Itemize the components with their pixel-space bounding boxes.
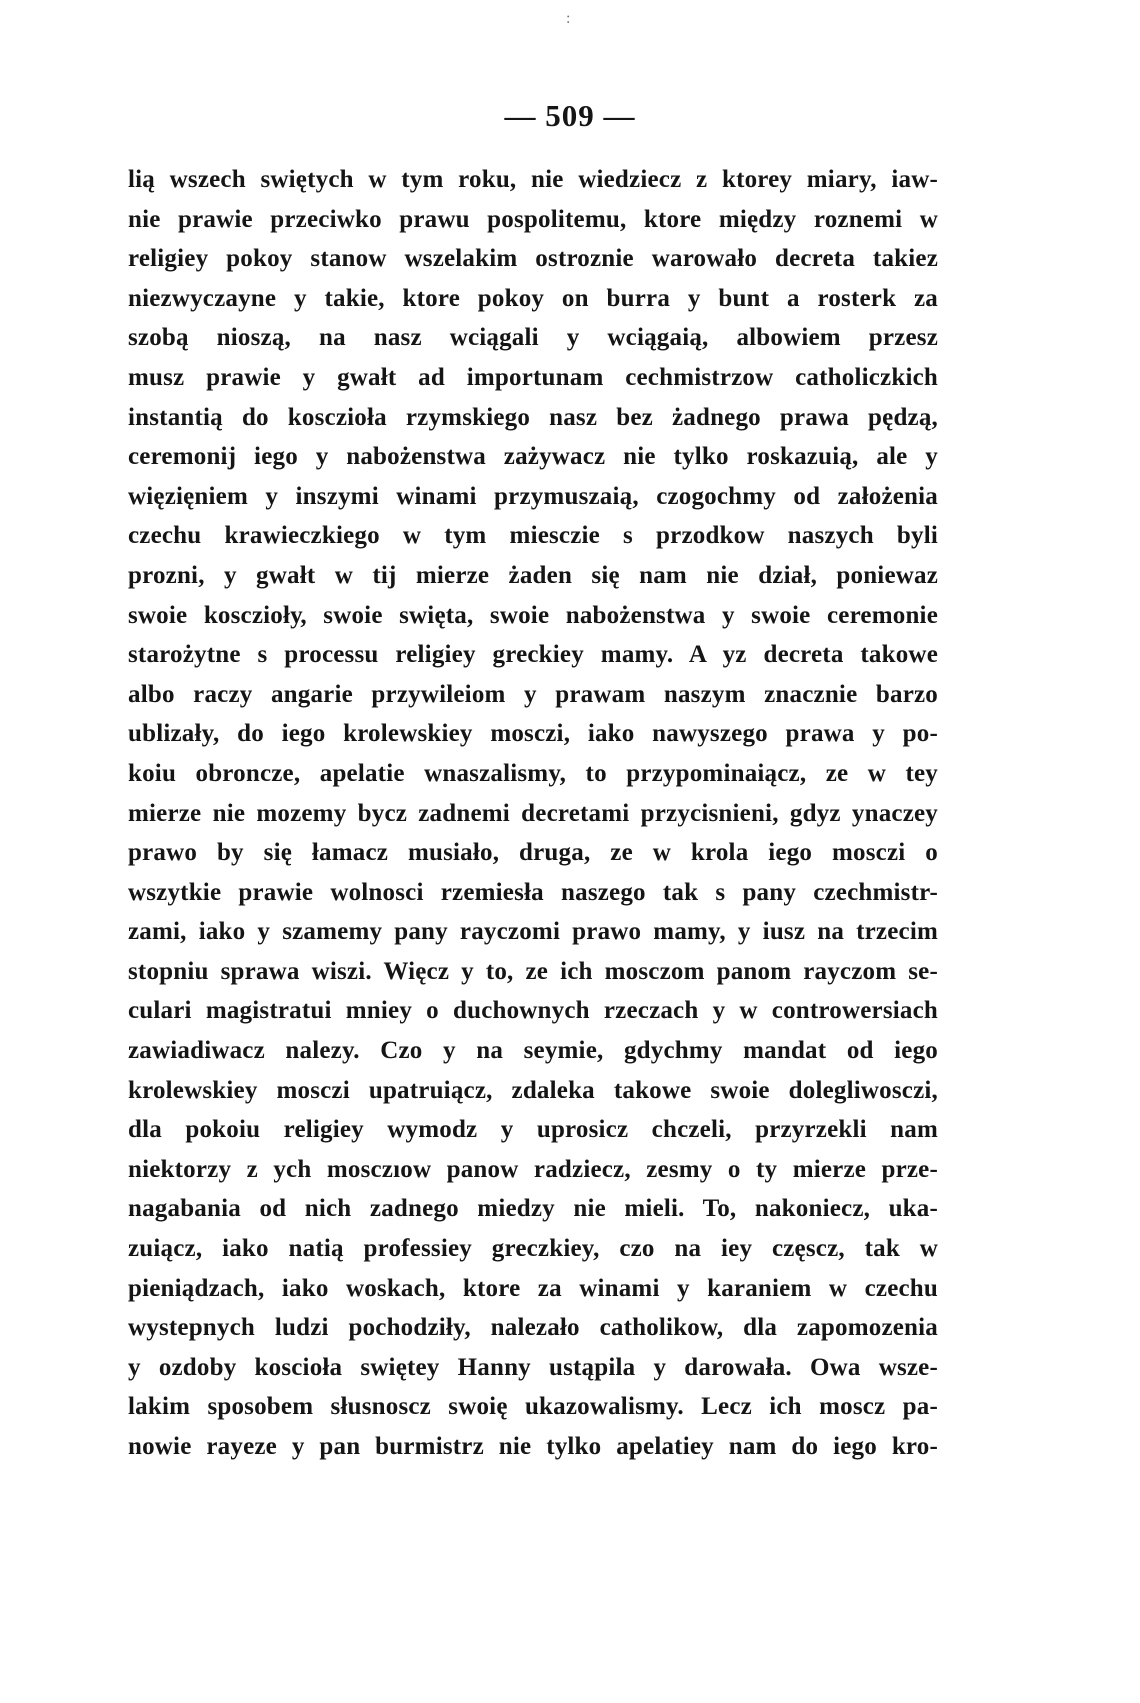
text-line: wszytkie prawie wolnosci rzemiesła naszego tak s pany czechmistr- xyxy=(128,878,938,906)
text-line: albo raczy angarie przywileiom y prawam naszym znacznie barzo xyxy=(128,680,938,708)
text-line: religiey pokoy stanow wszelakim ostroznie warowało decreta takiez xyxy=(128,245,938,273)
text-line: zawiadiwacz nalezy. Czo y na seymie, gdychmy mandat od iego xyxy=(128,1037,938,1065)
text-line: swoie koscziołу, swoie swięta, swoie nabożenstwa y swoie ceremonie xyxy=(128,601,938,629)
text-line: zuiącz, iako natią professiey greczkiey, czo na iey częscz, tak w xyxy=(128,1235,938,1263)
text-line: zami, iako y szamemy pany rayczomi prawo mamy, y iusz na trzecim xyxy=(128,918,938,946)
text-line: niektorzy z ych mosczıow panow radziecz, zesmy o ty mierze prze- xyxy=(128,1155,938,1183)
text-line: niezwyczayne y takie, ktore pokoy on burra y bunt a rosterk za xyxy=(128,284,938,312)
text-line: y ozdoby koscioła swiętey Hanny ustąpila y darowała. Owa wsze- xyxy=(128,1353,938,1381)
body-text xyxy=(128,160,938,1467)
text-line: nie prawie przeciwko prawu pospolitemu, ktore między roznemi w xyxy=(128,205,938,233)
text-line: instantią do kosczioła rzymskiego nasz bez żadnego prawa pędzą, xyxy=(128,403,938,431)
text-line: pieniądzach, iako woskach, ktore za winami y karaniem w czechu xyxy=(128,1274,938,1302)
text-line: lakim sposobem słusnoscz swoię ukazowalismy. Lecz ich moscz pa- xyxy=(128,1393,938,1421)
text-line: krolewskiey mosczi upatruiącz, zdaleka takowe swoie dolegliwosczi, xyxy=(128,1076,938,1104)
text-line: wystepnych ludzi pochodziły, nalezało catholikow, dla zapomozenia xyxy=(128,1314,938,1342)
text-line: dla pokoiu religiey wymodz y uprosicz chczeli, przyrzekli nam xyxy=(128,1116,938,1144)
text-line: stopniu sprawa wiszi. Więcz y to, ze ich mosczom panom rayczom se- xyxy=(128,957,938,985)
text-line: mierze nie mozemy bycz zadnemi decretami przycisnieni, gdyz ynaczey xyxy=(128,799,938,827)
page-number: — 509 — xyxy=(504,98,636,133)
text-line: prawo by się łamacz musiało, druga, ze w krola iego mosczi o xyxy=(128,839,938,867)
text-line: koiu obroncze, apelatie wnaszalismy, to przypominaiącz, ze w tey xyxy=(128,759,938,787)
text-line: nowie rayeze y pan burmistrz nie tylko apelatiey nam do iego kro- xyxy=(128,1433,938,1460)
text-line: culari magistratui mniey o duchownych rzeczach y w controwersiach xyxy=(128,997,938,1025)
text-line: czechu krawieczkiego w tym miesczie s przodkow naszych byli xyxy=(128,522,938,550)
text-line: musz prawie y gwałt ad importunam cechmistrzow catholiczkich xyxy=(128,363,938,391)
text-line: szobą nioszą, na nasz wciągali y wciągaią, albowiem przesz xyxy=(128,324,938,352)
text-line: prozni, y gwałt w tij mierze żaden się nam nie dział, poniewaz xyxy=(128,561,938,589)
text-line: starożytne s processu religiey greckiey mamy. A yz decreta takowe xyxy=(128,641,938,669)
text-line: więzięniem y inszymi winami przymuszaią, czogochmy od założenia xyxy=(128,482,938,510)
text-line: nagabania od nich zadnego miedzy nie mieli. To, nakoniecz, uka- xyxy=(128,1195,938,1223)
text-line: lią wszech swiętych w tym roku, nie wiedziecz z ktorey miary, iaw- xyxy=(128,166,938,193)
text-line: ceremonij iego y nabożenstwa zażywacz nie tylko roskazuią, ale y xyxy=(128,443,938,471)
text-line: ublizały, do iego krolewskiey mosczi, iako nawyszego prawa y po- xyxy=(128,720,938,748)
page-speck: : xyxy=(566,10,571,27)
